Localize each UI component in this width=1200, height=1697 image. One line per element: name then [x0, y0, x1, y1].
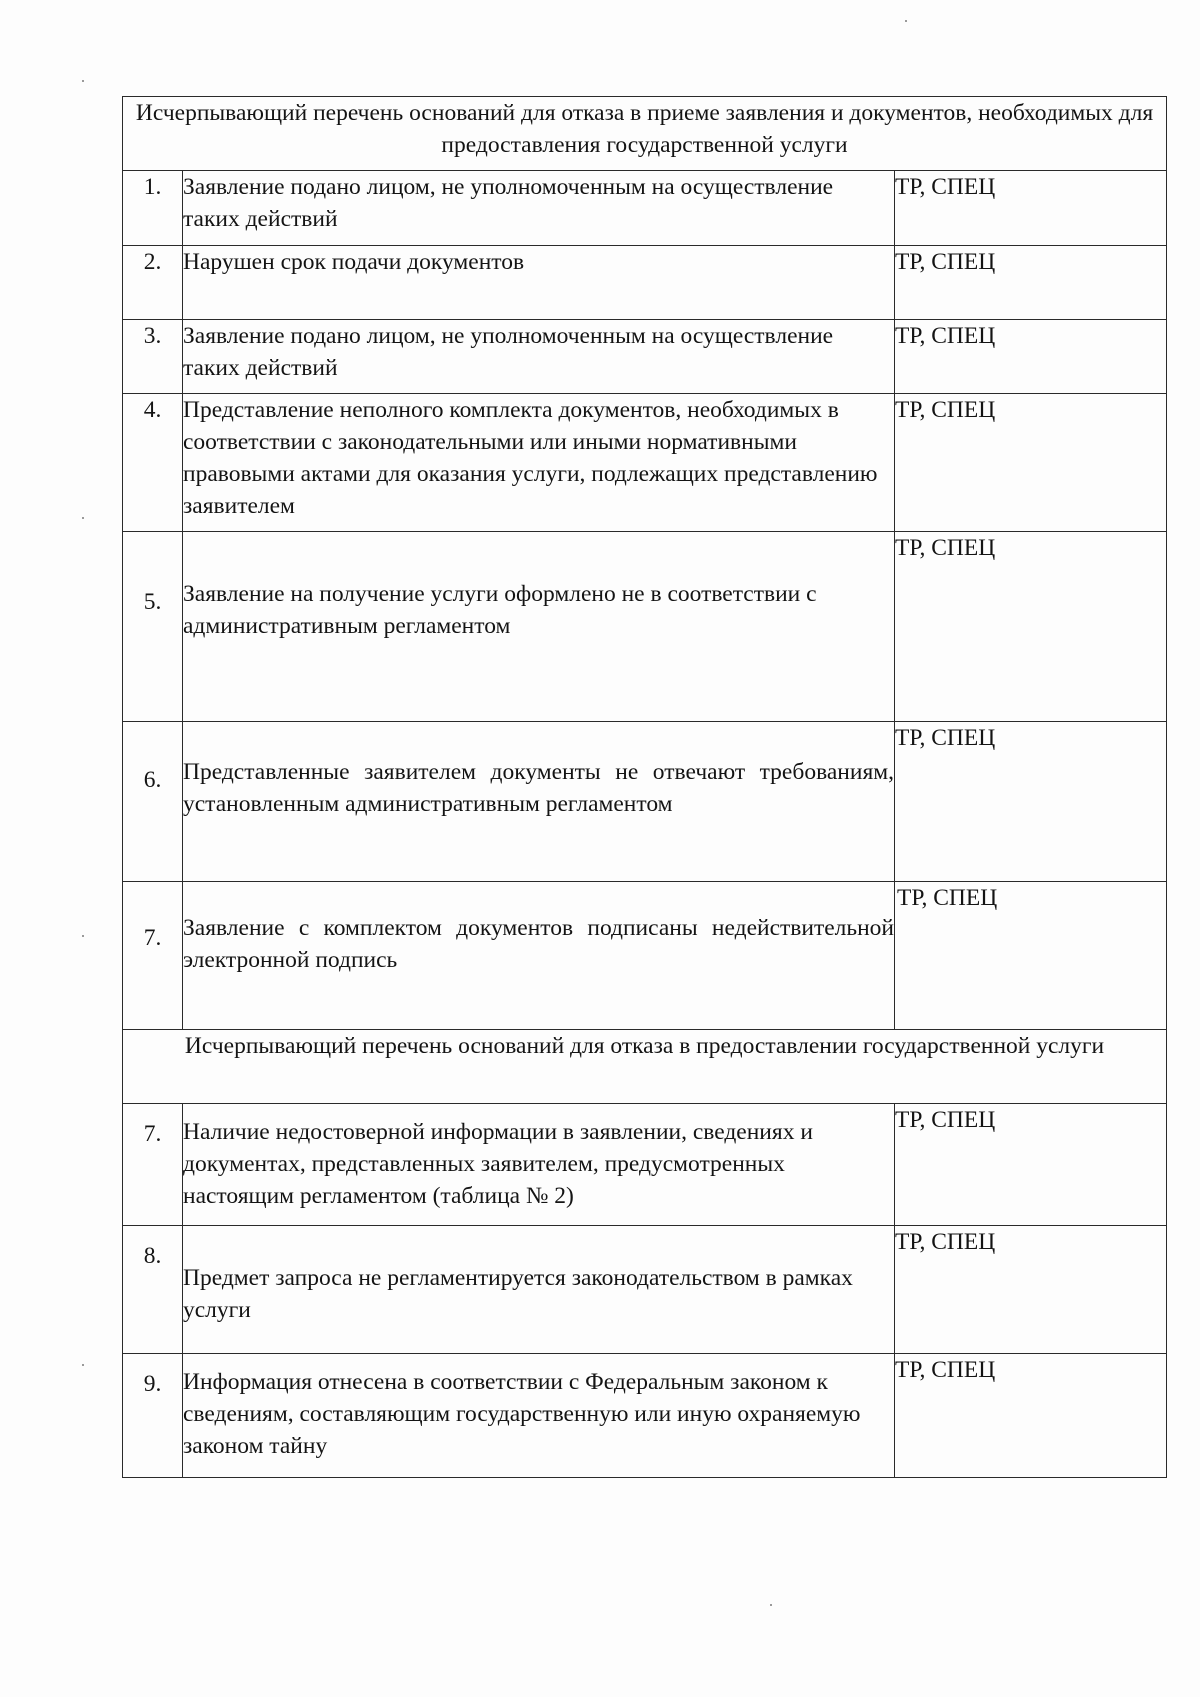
row-ground-text: Наличие недостоверной информации в заявлении, сведениях и документах, представленных заявителем, предусмотренных настоящим регламентом (таблица № 2) [183, 1104, 895, 1226]
row-ground-text: Заявление на получение услуги оформлено не в соответствии с административным регламентом [183, 532, 895, 722]
section-heading-row [123, 97, 1167, 171]
table-row [123, 320, 1167, 394]
row-number: 1. [123, 171, 183, 246]
row-ground-text: Заявление подано лицом, не уполномоченным на осуществление таких действий [183, 171, 895, 246]
row-responsible-code: ТР, СПЕЦ [895, 1226, 1167, 1354]
table-row [123, 1104, 1167, 1226]
row-ground-text: Представление неполного комплекта документов, необходимых в соответствии с законодательными или иными нормативными правовыми актами для оказания услуги, подлежащих представлению заявителем [183, 394, 895, 532]
row-ground-text: Представленные заявителем документы не отвечают требованиям, установленным административным регламентом [183, 722, 895, 882]
scan-speck [82, 935, 84, 937]
table-row [123, 532, 1167, 722]
row-number: 4. [123, 394, 183, 532]
section-heading-row [123, 1030, 1167, 1104]
table-row [123, 394, 1167, 532]
row-ground-text: Информация отнесена в соответствии с Федеральным законом к сведениям, составляющим государственную или иную охраняемую законом тайну [183, 1354, 895, 1478]
row-number: 7. [123, 882, 183, 1030]
scan-speck [82, 517, 84, 519]
table-row [123, 1354, 1167, 1478]
row-number: 6. [123, 722, 183, 882]
row-responsible-code: ТР, СПЕЦ [895, 722, 1167, 882]
scan-speck [770, 1604, 772, 1606]
row-number: 5. [123, 532, 183, 722]
row-responsible-code: ТР, СПЕЦ [895, 1104, 1167, 1226]
table-row [123, 1226, 1167, 1354]
row-responsible-code: ТР, СПЕЦ [895, 246, 1167, 320]
row-responsible-code: ТР, СПЕЦ [895, 532, 1167, 722]
refusal-grounds-table [122, 96, 1167, 1478]
row-number: 9. [123, 1354, 183, 1478]
row-number: 8. [123, 1226, 183, 1354]
table-row [123, 171, 1167, 246]
table-row [123, 722, 1167, 882]
row-number: 3. [123, 320, 183, 394]
row-ground-text: Заявление подано лицом, не уполномоченным на осуществление таких действий [183, 320, 895, 394]
row-responsible-code: ТР, СПЕЦ [895, 320, 1167, 394]
row-ground-text: Предмет запроса не регламентируется законодательством в рамках услуги [183, 1226, 895, 1354]
table-row [123, 882, 1167, 1030]
row-ground-text: Нарушен срок подачи документов [183, 246, 895, 320]
row-number: 7. [123, 1104, 183, 1226]
row-responsible-code: ТР, СПЕЦ [895, 171, 1167, 246]
row-responsible-code: ТР, СПЕЦ [895, 882, 1167, 1030]
row-responsible-code: ТР, СПЕЦ [895, 394, 1167, 532]
table-row [123, 246, 1167, 320]
scan-speck [82, 1364, 84, 1366]
section-heading-reception-refusal: Исчерпывающий перечень оснований для отказа в приеме заявления и документов, необходимых для предоставления государственной услуги [123, 97, 1167, 171]
scan-speck [82, 80, 84, 82]
row-responsible-code: ТР, СПЕЦ [895, 1354, 1167, 1478]
scan-speck [905, 20, 907, 22]
section-heading-service-refusal: Исчерпывающий перечень оснований для отказа в предоставлении государственной услуги [123, 1030, 1167, 1104]
row-number: 2. [123, 246, 183, 320]
row-ground-text: Заявление с комплектом документов подписаны недействительной электронной подпись [183, 882, 895, 1030]
